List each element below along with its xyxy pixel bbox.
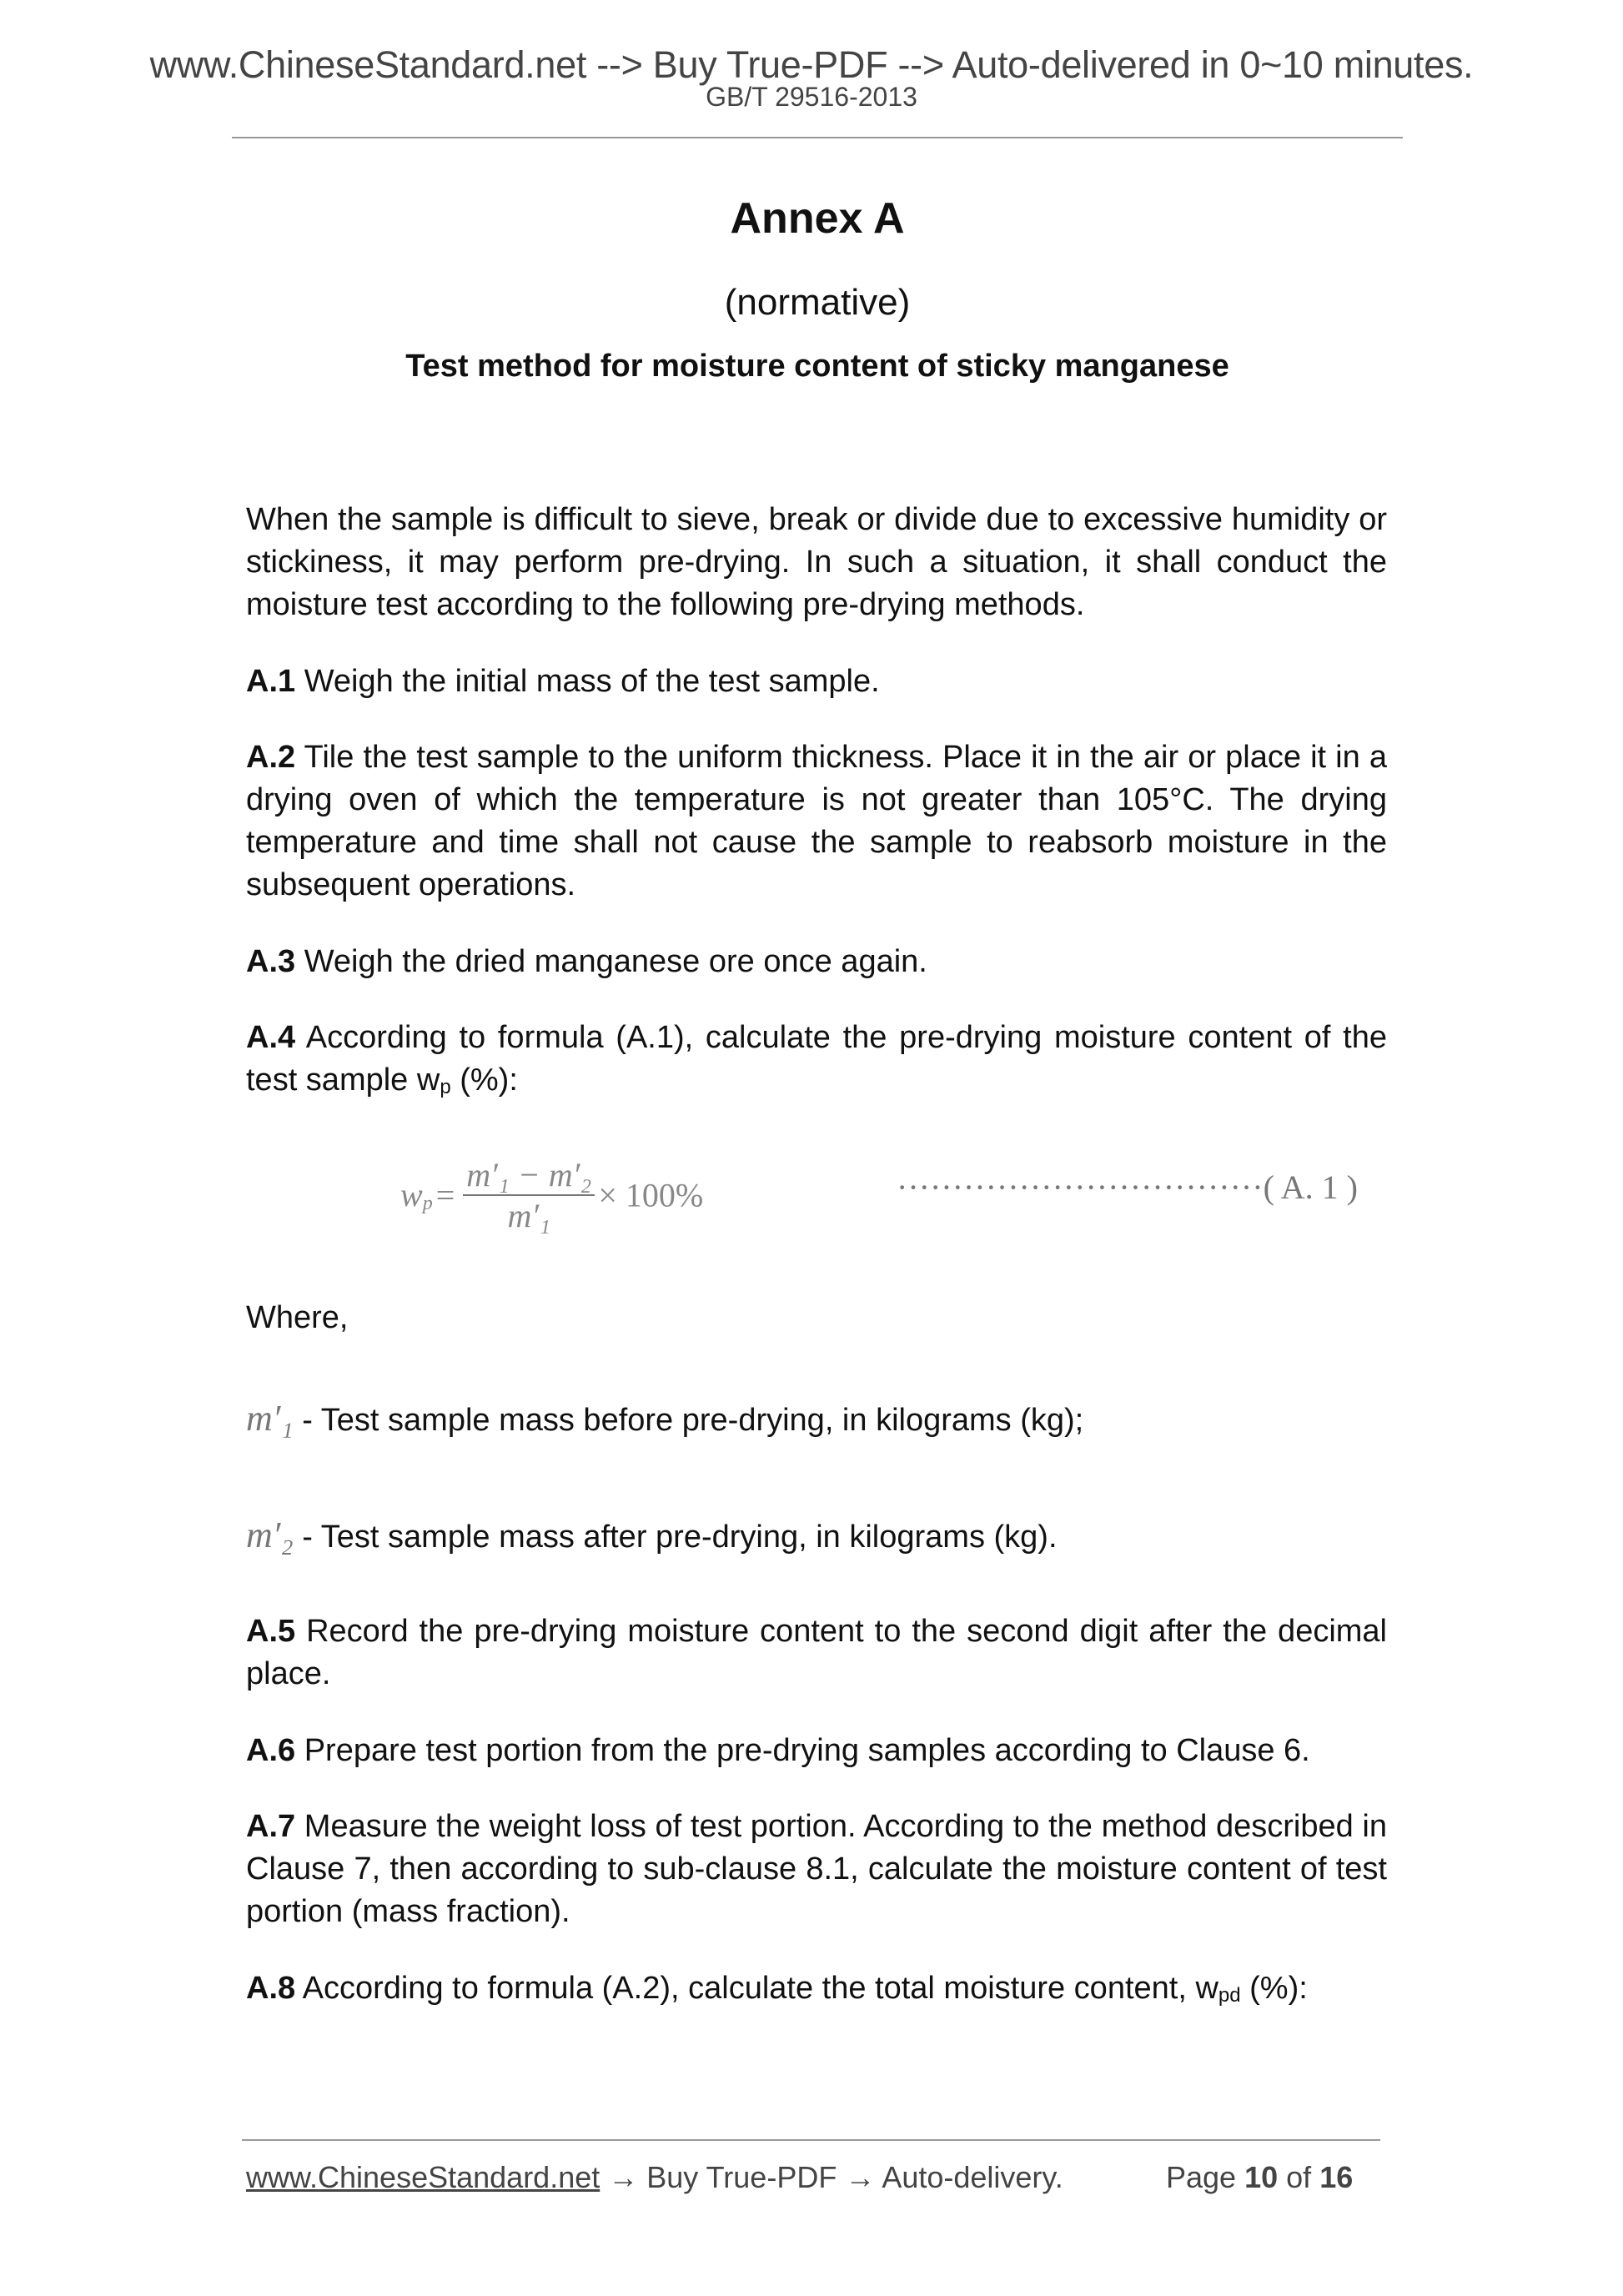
footer-divider xyxy=(242,2139,1380,2141)
clause-text: Tile the test sample to the uniform thickness. Place it in the air or place it in a drying oven of which the temperature is not greater than 105°C. The drying temperature and time shall not cause the sample to reabsorb moisture in the subsequent operations. xyxy=(246,740,1387,902)
clause-number: A.2 xyxy=(246,740,296,775)
footer-link[interactable]: www.ChineseStandard.net xyxy=(246,2160,600,2194)
page-label: Page xyxy=(1166,2160,1237,2194)
clause-number: A.8 xyxy=(246,1971,296,2006)
page-total: 16 xyxy=(1319,2160,1354,2194)
footer-text: → Buy True-PDF → Auto-delivery. xyxy=(600,2160,1063,2194)
where-item xyxy=(246,1514,1387,1559)
symbol-definition: - Test sample mass after pre-drying, in kilograms (kg). xyxy=(293,1520,1058,1555)
of-label: of xyxy=(1286,2160,1312,2194)
header-banner: www.ChineseStandard.net --> Buy True-PDF --> Auto-delivered in 0~10 minutes. xyxy=(149,43,1474,86)
clause-number: A.1 xyxy=(246,664,296,699)
clause-a2 xyxy=(246,736,1387,907)
clause-text-tail: (%): xyxy=(450,1063,518,1098)
clause-a5 xyxy=(246,1610,1387,1696)
page-indicator xyxy=(1166,2160,1353,2195)
clause-number: A.3 xyxy=(246,944,296,979)
clause-a7 xyxy=(246,1806,1387,1933)
clause-a1 xyxy=(246,661,1387,703)
clause-text: Weigh the dried manganese ore once again. xyxy=(295,944,927,979)
clause-number: A.4 xyxy=(246,1020,296,1055)
where-label: Where, xyxy=(246,1300,349,1335)
clause-text: Measure the weight loss of test portion. According to the method described in Clause 7, then according to sub-clause 8.1, calculate the moisture content of test portion (mass fraction). xyxy=(246,1809,1387,1929)
annex-subtitle: Test method for moisture content of sticky manganese xyxy=(405,349,1229,384)
clause-text: Record the pre-drying moisture content to the second digit after the decimal place. xyxy=(246,1614,1387,1691)
annex-title: Annex A xyxy=(730,194,905,243)
formula-denominator: m′₁ xyxy=(507,1197,551,1234)
standard-number: GB/T 29516-2013 xyxy=(706,82,917,112)
clause-number: A.7 xyxy=(246,1809,296,1844)
dot-leader: ································· xyxy=(897,1168,1264,1206)
subscript: pd xyxy=(1218,1984,1241,2007)
symbol-definition: - Test sample mass before pre-drying, in kilograms (kg); xyxy=(293,1403,1084,1438)
clause-text: According to formula (A.2), calculate the total moisture content, w xyxy=(295,1971,1219,2006)
formula-number: ( A. 1 ) xyxy=(1263,1168,1358,1206)
formula-a1: $w_p$ = $\frac{\text{m′₁ − m′₂}}{\text{m′₁}}$ × 100% xyxy=(400,1156,704,1234)
clause-a8 xyxy=(246,1967,1387,2017)
formula-fraction xyxy=(463,1155,595,1235)
clause-a6 xyxy=(246,1730,1387,1772)
clause-a4 xyxy=(246,1017,1387,1108)
formula-number-line xyxy=(897,1168,1358,1207)
formula-lhs: $w_p$ xyxy=(400,1176,433,1214)
footer-left xyxy=(246,2160,1063,2195)
formula-numerator: m′₁ − m′₂ xyxy=(463,1155,595,1196)
where-item xyxy=(246,1397,1387,1442)
symbol: m′₂ xyxy=(246,1515,294,1555)
symbol: m′₁ xyxy=(246,1398,294,1439)
intro-paragraph: When the sample is difficult to sieve, break or divide due to excessive humidity or stickiness, it may perform pre-drying. In such a situation, it shall conduct the moisture test according to the following pre-drying methods. xyxy=(246,502,1387,622)
clause-number: A.5 xyxy=(246,1614,296,1649)
header-divider xyxy=(232,137,1403,138)
subscript: p xyxy=(440,1076,451,1098)
page-number: 10 xyxy=(1244,2160,1279,2194)
annex-type: (normative) xyxy=(724,282,911,323)
formula-factor: × 100% xyxy=(598,1176,704,1214)
clause-number: A.6 xyxy=(246,1733,296,1768)
clause-text: According to formula (A.1), calculate the pre-drying moisture content of the test sample w xyxy=(246,1020,1387,1098)
clause-text-tail: (%): xyxy=(1240,1971,1308,2006)
clause-text: Prepare test portion from the pre-drying samples according to Clause 6. xyxy=(295,1733,1310,1768)
clause-a3 xyxy=(246,941,1387,983)
clause-text: Weigh the initial mass of the test sample. xyxy=(295,664,880,699)
